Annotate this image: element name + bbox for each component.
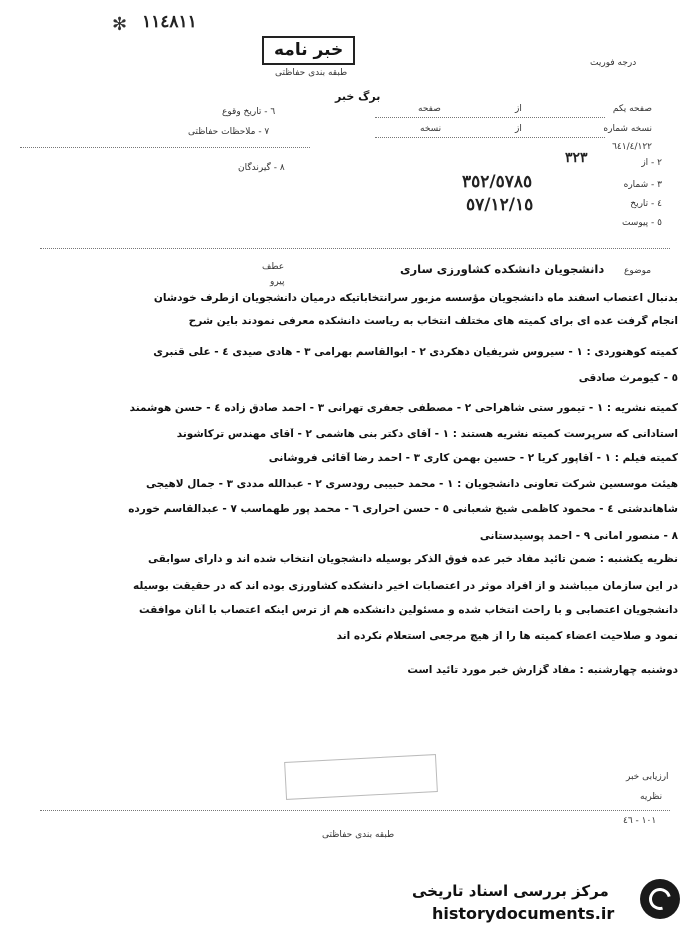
urgency-label: درجه فوریت: [590, 58, 637, 68]
field-code: ٦٤١/٤/١٢٢: [612, 142, 652, 152]
handwritten-from: ٣٢٣: [565, 150, 588, 166]
form-title: برگ خبر: [335, 90, 381, 103]
rule-line: [40, 810, 670, 811]
stamp-scribble: [284, 754, 438, 800]
body-line: استادانی که سرپرست کمیته نشریه هستند : ١ - آقای دکتر بنی هاشمی ٢ - آقای مهندس ترکاشوند: [176, 428, 678, 440]
field-number: ٣ - شماره: [623, 180, 662, 190]
field-from: ٢ - از: [641, 158, 662, 168]
body-line: کمیته کوهنوردی : ١ - سیروس شریفیان دهکردی ٢ - ابوالقاسم بهرامی ٣ - هادی صیدی ٤ - علی قنبری: [153, 346, 678, 358]
opinion-label: نظریه: [640, 792, 663, 802]
watermark-url: historydocuments.ir: [432, 904, 615, 923]
body-line: دانشجویان اعتصابی و با راحت انتخاب شده و مسئولین دانشکده هم از ترس اینکه اعتصاب با آنان موافقت: [138, 604, 678, 616]
field-attachment: ٥ - پیوست: [621, 218, 662, 228]
body-line: انجام گرفت عده ای برای کمیته های مختلف انتخاب به ریاست دانشکده معرفی نمودند باین شرح: [188, 315, 678, 327]
classification-top: طبقه بندی حفاظتی: [275, 68, 348, 78]
subject-ref-label: عطف: [262, 262, 285, 272]
rule-line: [40, 248, 670, 249]
field-page-from: از: [515, 104, 522, 114]
field-security-notes: ٧ - ملاحظات حفاظتی: [188, 127, 270, 137]
field-date: ٤ - تاریخ: [630, 199, 662, 209]
subject-attach-label: پیرو: [270, 277, 285, 287]
archive-logo-icon: [640, 879, 680, 919]
classification-bottom: طبقه بندی حفاظتی: [322, 830, 395, 840]
handwritten-date: ٥٧/١٢/١٥: [466, 195, 534, 215]
body-line: ٨ - منصور امانی ٩ - احمد پوسیدستانی: [479, 530, 678, 542]
subject-text: دانشجویان دانشکده کشاورزی ساری: [400, 262, 605, 276]
field-copy-unit: نسخه: [420, 124, 442, 134]
field-page: صفحه یکم: [612, 104, 652, 114]
body-line: بدنبال اعتصاب اسفند ماه دانشجویان مؤسسه مزبور سرانتخاباتیکه درمیان دانشجویان ازطرف خودشان: [153, 292, 678, 304]
handwritten-number: ٣٥٢/٥٧٨٥: [462, 172, 533, 192]
body-line: کمیته فیلم : ١ - آقاپور کریا ٢ - حسین بهمن کاری ٣ - احمد رضا آقائی فروشانی: [268, 452, 678, 464]
newsletter-stamp-title: خبر نامه: [262, 36, 355, 65]
field-copy-from: از: [515, 124, 522, 134]
body-line: شاهاندشتی ٤ - محمود کاظمی شیخ شعبانی ٥ - حسن احراری ٦ - محمد پور طهماسب ٧ - عبدالقاسم خورده: [128, 503, 678, 515]
field-page-unit: صفحه: [418, 104, 441, 114]
asterisk-mark: ✻: [112, 14, 128, 35]
evaluation-label: ارزیابی خبر: [626, 772, 669, 782]
body-line: کمیته نشریه : ١ - تیمور ستی شاهراحی ٢ - مصطفی جعفری تهرانی ٣ - احمد صادق زاده ٤ - حسن هوشمند: [129, 402, 678, 414]
watermark-title: مرکز بررسی اسناد تاریخی: [412, 882, 609, 900]
body-line: دوشنبه چهارشنبه : مفاد گزارش خبر مورد تائید است: [407, 664, 678, 676]
subject-label: موضوع: [624, 266, 652, 276]
body-line: در این سازمان میباشند و از افراد موثر در اعتصابات اخیر دانشکده کشاورزی بوده اند که در حقیقت بوسیله: [132, 580, 678, 592]
rule-line: [20, 147, 310, 148]
field-recipients: ٨ - گیرندگان: [238, 163, 285, 173]
body-line: نظریه یکشنبه : ضمن تائید مفاد خبر عده فوق الذکر بوسیله دانشجویان انتخاب شده اند و دارای سوابقی: [147, 553, 678, 565]
rule-line: [375, 117, 605, 118]
corner-document-number: ١١٤٨١١: [142, 12, 197, 32]
rule-line: [375, 137, 605, 138]
form-code: ١٠١ - ٤٦: [623, 816, 657, 826]
body-line: نمود و صلاحیت اعضاء کمیته ها را از هیچ مرجعی استعلام نکرده اند: [336, 630, 678, 642]
body-line: ٥ - کیومرث صادقی: [578, 372, 678, 384]
body-line: هیئت موسسین شرکت تعاونی دانشجویان : ١ - محمد حبیبی رودسری ٢ - عبدالله مددی ٣ - جمال لاهیجی: [146, 478, 678, 490]
field-copy: نسخه شماره: [603, 124, 652, 134]
field-occurrence-date: ٦ - تاریخ وقوع: [222, 107, 276, 117]
